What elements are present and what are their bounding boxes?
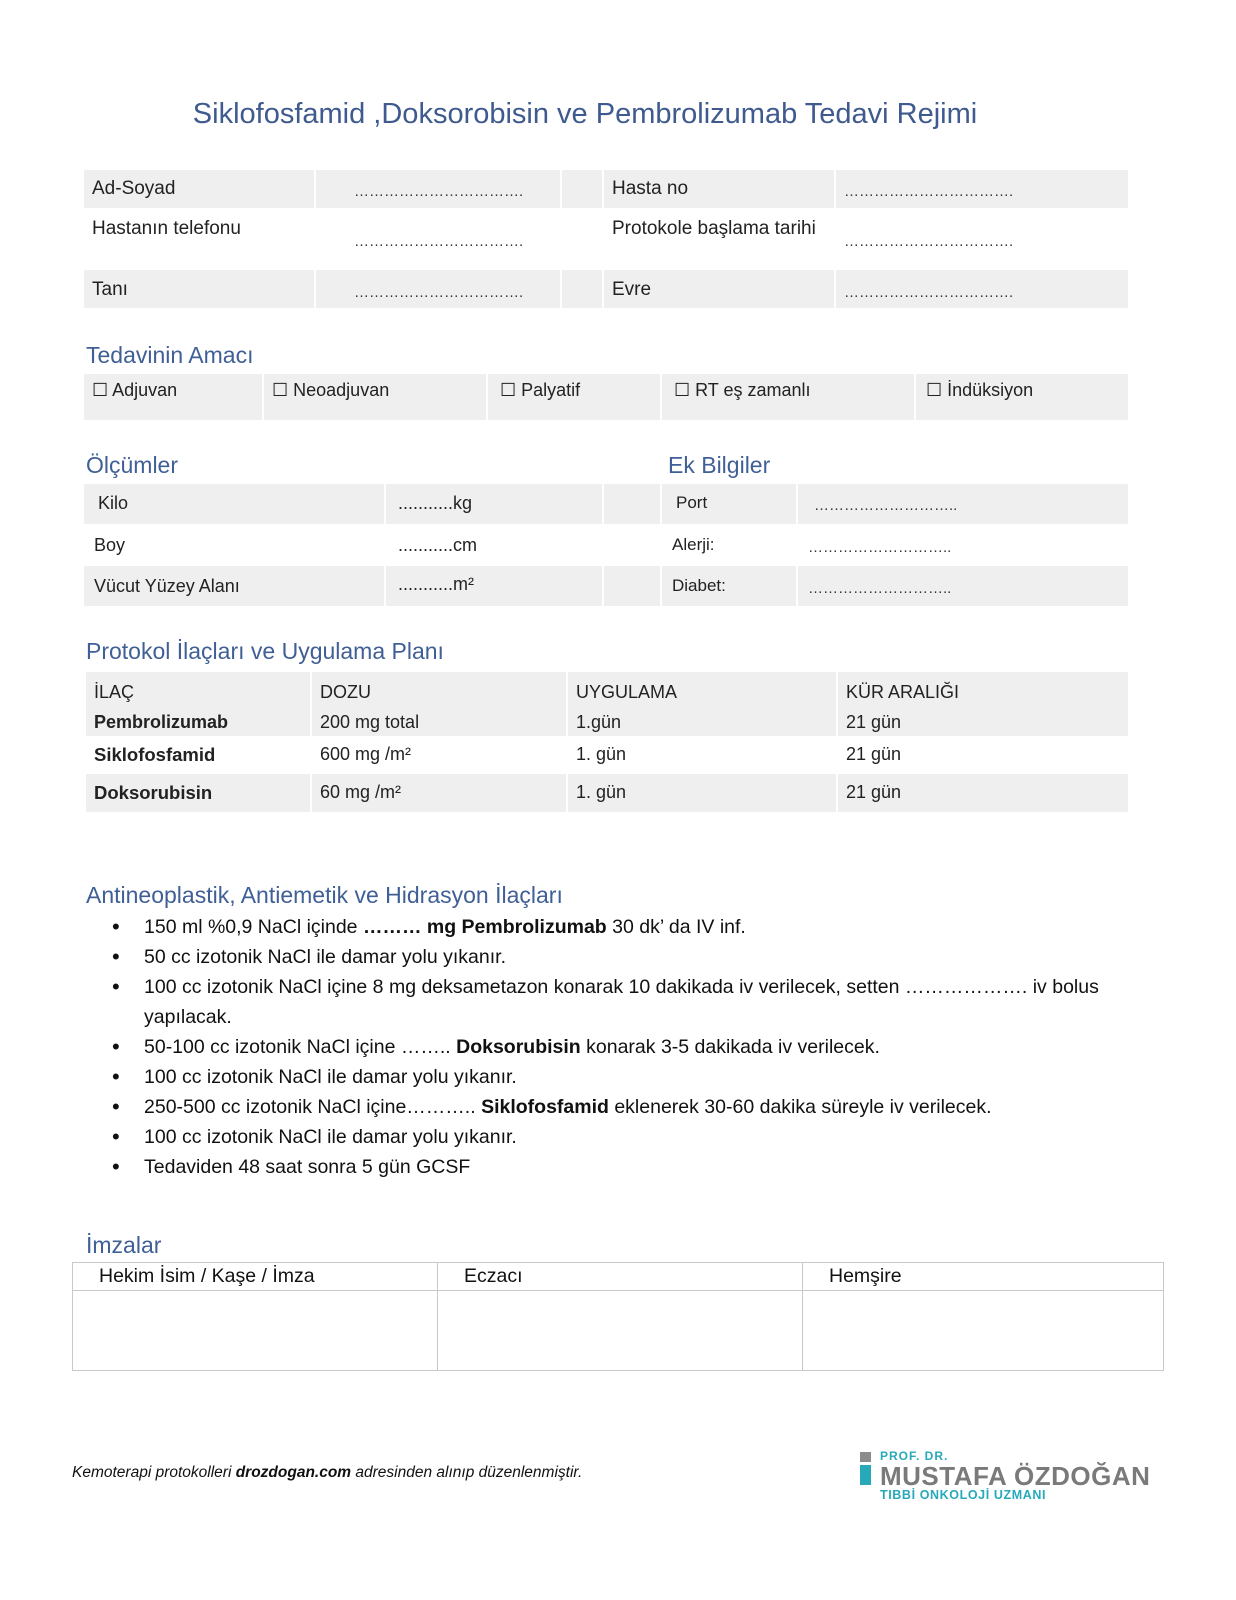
- footer-text: Kemoterapi protokolleri: [72, 1464, 236, 1481]
- list-item-text: eklenerek 30-60 dakika süreyle iv verilecek.: [608, 1096, 992, 1118]
- option-palyatif[interactable]: ☐ Palyatif: [488, 374, 660, 420]
- spacer-cell: [562, 170, 602, 208]
- logo-mark: [860, 1452, 871, 1462]
- list-item-text: 250-500 cc izotonik NaCl içine………..: [144, 1096, 482, 1118]
- list-item: • 100 cc izotonik NaCl içine 8 mg deksametazon konarak 10 dakikada iv verilecek, setten ………………. iv bolus yapılacak.: [112, 972, 1122, 1032]
- row3-dose: 60 mg /m²: [312, 774, 566, 812]
- sig-box-nurse[interactable]: [803, 1291, 1164, 1371]
- option-induksiyon[interactable]: ☐ İndüksiyon: [916, 374, 1128, 420]
- list-item: [112, 1032, 1122, 1062]
- height-label: Boy: [94, 535, 126, 555]
- antineoplastic-list: [112, 912, 1122, 1182]
- antineoplastic-title: Antineoplastik, Antiemetik ve Hidrasyon İlaçları: [86, 882, 563, 908]
- header-cycle: KÜR ARALIĞI: [838, 672, 1128, 736]
- sig-header-nurse: Hemşire: [803, 1263, 1164, 1291]
- row2-drug: Siklofosfamid: [94, 744, 216, 765]
- diagnosis-field[interactable]: …………………………….: [316, 270, 560, 308]
- row2-dose: 600 mg /m²: [320, 744, 412, 764]
- port-field[interactable]: ………………………..: [798, 484, 1128, 524]
- protocol-title: Protokol İlaçları ve Uygulama Planı: [86, 638, 444, 664]
- list-item: • Tedaviden 48 saat sonra 5 gün GCSF: [112, 1152, 1122, 1182]
- header-drug: İLAÇ: [86, 672, 310, 736]
- header-dose: DOZU: [312, 672, 566, 736]
- allergy-field[interactable]: ………………………..: [808, 539, 952, 556]
- bsa-field[interactable]: ...........m²: [386, 566, 602, 606]
- row3-application: 1. gün: [568, 774, 836, 812]
- list-item-text: 50-100 cc izotonik NaCl içine ……..: [144, 1036, 457, 1058]
- spacer-cell: [604, 484, 660, 524]
- row1-application: 1.gün: [576, 712, 622, 732]
- sig-box-pharmacist[interactable]: [438, 1291, 803, 1371]
- stage-label: Evre: [604, 270, 834, 308]
- height-field[interactable]: ...........cm: [398, 535, 478, 555]
- list-item: • 50 cc izotonik NaCl ile damar yolu yıkanır.: [112, 942, 1122, 972]
- signatures-title: İmzalar: [86, 1232, 162, 1258]
- logo-name: MUSTAFA ÖZDOĞAN: [880, 1461, 1151, 1491]
- diabetes-label: Diabet:: [662, 566, 796, 606]
- list-item: • 100 cc izotonik NaCl ile damar yolu yıkanır.: [112, 1122, 1122, 1152]
- weight-label: Kilo: [84, 484, 384, 524]
- list-item-text: 150 ml %0,9 NaCl içinde: [144, 916, 363, 938]
- row1-drug: Pembrolizumab: [94, 712, 229, 732]
- phone-label: Hastanın telefonu: [92, 218, 241, 239]
- footer-text: adresinden alınıp düzenlenmiştir.: [351, 1464, 583, 1481]
- stage-field[interactable]: …………………………….: [836, 270, 1128, 308]
- row2-application: 1. gün: [576, 744, 627, 764]
- port-label: Port: [662, 484, 796, 524]
- row1-dose: 200 mg total: [320, 712, 420, 732]
- list-item: [112, 1092, 1122, 1122]
- list-item: [112, 912, 1122, 942]
- option-rt-concurrent[interactable]: ☐ RT eş zamanlı: [662, 374, 914, 420]
- patient-no-field[interactable]: …………………………….: [836, 170, 1128, 208]
- diagnosis-label: Tanı: [84, 270, 314, 308]
- phone-field[interactable]: …………………………….: [354, 233, 524, 250]
- patient-no-label: Hasta no: [604, 170, 834, 208]
- row3-cycle: 21 gün: [838, 774, 1128, 812]
- sig-header-doctor: Hekim İsim / Kaşe / İmza: [73, 1263, 438, 1291]
- name-field[interactable]: …………………………….: [316, 170, 560, 208]
- list-item-text: 30 dk’ da IV inf.: [606, 916, 746, 938]
- option-neoadjuvan[interactable]: ☐ Neoadjuvan: [264, 374, 486, 420]
- footer-link[interactable]: drozdogan.com: [235, 1464, 352, 1481]
- spacer-cell: [562, 270, 602, 308]
- allergy-label: Alerji:: [672, 535, 715, 554]
- row3-drug: Doksorubisin: [86, 774, 310, 812]
- list-item: • 100 cc izotonik NaCl ile damar yolu yıkanır.: [112, 1062, 1122, 1092]
- sig-header-pharmacist: Eczacı: [438, 1263, 803, 1291]
- logo-mark: [860, 1465, 871, 1485]
- drug-name: ……… mg Pembrolizumab: [362, 916, 607, 938]
- page-title: Siklofosfamid ,Doksorobisin ve Pembrolizumab Tedavi Rejimi: [192, 98, 978, 130]
- logo-title: PROF. DR.: [880, 1449, 949, 1463]
- footer-note: [72, 1464, 582, 1482]
- row2-cycle: 21 gün: [846, 744, 902, 764]
- weight-field[interactable]: ...........kg: [386, 484, 602, 524]
- option-adjuvan[interactable]: ☐ Adjuvan: [84, 374, 262, 420]
- header-application: UYGULAMA: [568, 672, 836, 736]
- row1-cycle: 21 gün: [846, 712, 902, 732]
- spacer-cell: [604, 566, 660, 606]
- drug-name: Doksorubisin: [456, 1036, 581, 1058]
- logo-subtitle: TIBBİ ONKOLOJİ UZMANI: [880, 1488, 1047, 1502]
- start-date-field[interactable]: …………………………….: [844, 233, 1014, 250]
- list-item-text: konarak 3-5 dakikada iv verilecek.: [580, 1036, 880, 1058]
- name-label: Ad-Soyad: [84, 170, 314, 208]
- extra-info-title: Ek Bilgiler: [668, 452, 771, 478]
- purpose-title: Tedavinin Amacı: [86, 342, 254, 368]
- measurements-title: Ölçümler: [86, 452, 179, 478]
- signatures-table: [72, 1262, 1164, 1371]
- start-date-label: Protokole başlama tarihi: [612, 218, 816, 239]
- drug-name: Siklofosfamid: [481, 1096, 609, 1118]
- sig-box-doctor[interactable]: [73, 1291, 438, 1371]
- bsa-label: Vücut Yüzey Alanı: [84, 566, 384, 606]
- diabetes-field[interactable]: ………………………..: [798, 566, 1128, 606]
